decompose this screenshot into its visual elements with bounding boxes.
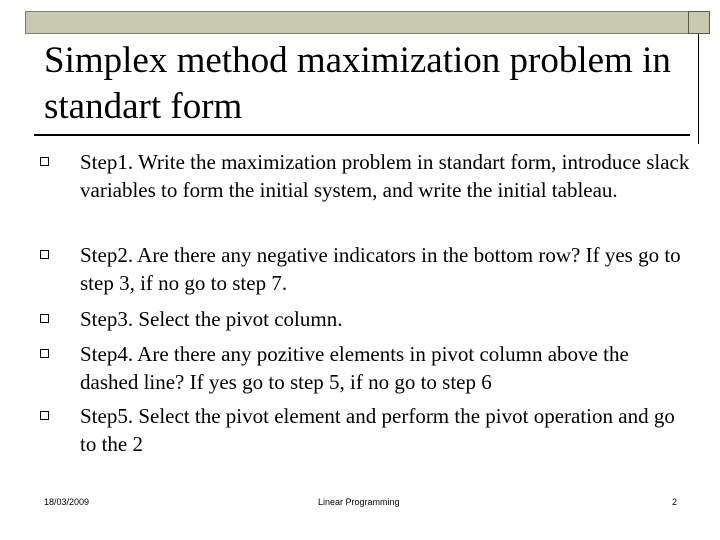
bullet-text: Step5. Select the pivot element and perform the pivot operation and go to the 2 bbox=[80, 404, 675, 456]
hollow-square-bullet-icon bbox=[40, 411, 49, 420]
footer-title: Linear Programming bbox=[318, 497, 400, 507]
page-number: 2 bbox=[672, 497, 678, 507]
bullet-text: Step1. Write the maximization problem in standart form, introduce slack variables to form the initial system, and write the initial tableau. bbox=[80, 150, 690, 202]
footer-date: 18/03/2009 bbox=[44, 497, 90, 507]
hollow-square-bullet-icon bbox=[40, 157, 49, 166]
bullet-text: Step3. Select the pivot column. bbox=[80, 307, 343, 331]
hollow-square-bullet-icon bbox=[40, 349, 49, 358]
hollow-square-bullet-icon bbox=[40, 250, 49, 259]
bullet-text: Step4. Are there any pozitive elements in pivot column above the dashed line? If yes go to step 5, if no go to step 6 bbox=[80, 342, 629, 394]
slide-title: Simplex method maximization problem in standart form bbox=[44, 40, 671, 127]
hollow-square-bullet-icon bbox=[40, 314, 49, 323]
bullet-text: Step2. Are there any negative indicators in the bottom row? If yes go to step 3, if no go to step 7. bbox=[80, 243, 681, 295]
